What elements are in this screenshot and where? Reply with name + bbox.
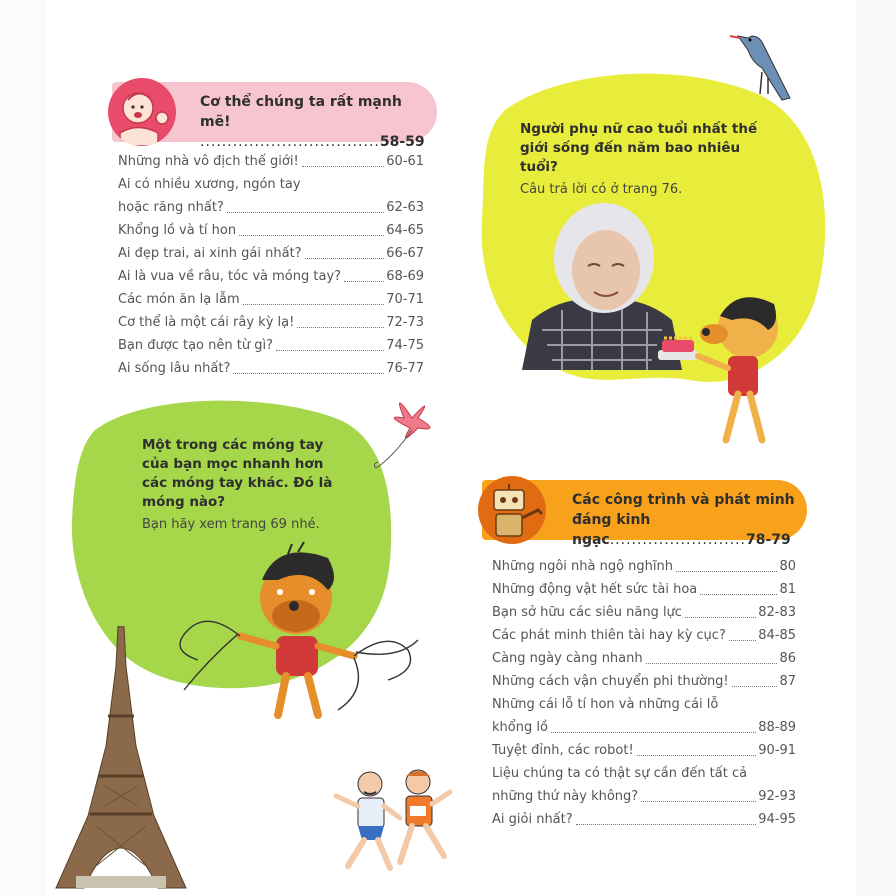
toc-entry[interactable]: Bạn được tạo nên từ gì? 74-75 xyxy=(118,338,424,353)
section-title-text: Cơ thể chúng ta rất mạnh mẽ! xyxy=(200,94,402,130)
callout-nails xyxy=(142,436,352,535)
toc-list-body xyxy=(118,150,424,380)
toc-entry[interactable]: Tuyệt đỉnh, các robot! 90-91 xyxy=(492,743,796,758)
section-page-range: 58-59 xyxy=(379,134,425,150)
strong-man-icon xyxy=(108,78,176,146)
toc-entry[interactable]: Các phát minh thiên tài hay kỳ cục? 84-85 xyxy=(492,628,796,643)
long-nails-boy-illustration xyxy=(168,540,428,730)
callout-question: Người phụ nữ cao tuổi nhất thế giới sống đến năm bao nhiêu tuổi? xyxy=(520,121,758,175)
toc-entry[interactable]: khổng lồ 88-89 xyxy=(492,720,796,735)
callout-question: Một trong các móng tay của bạn mọc nhanh hơn các móng tay khác. Đó là móng nào? xyxy=(142,437,333,510)
bird-illustration xyxy=(728,28,808,108)
toc-entry[interactable]: Những cách vận chuyển phi thường! 87 xyxy=(492,674,796,689)
eiffel-tower-illustration xyxy=(46,626,196,896)
runners-illustration xyxy=(328,766,458,876)
toc-entry[interactable]: Những ngôi nhà ngộ nghĩnh 80 xyxy=(492,559,796,574)
toc-entry[interactable]: hoặc răng nhất? 62-63 xyxy=(118,200,424,215)
toc-entry[interactable]: Càng ngày càng nhanh 86 xyxy=(492,651,796,666)
toc-entry[interactable]: những thứ này không? 92-93 xyxy=(492,789,796,804)
boy-with-cake-illustration xyxy=(658,290,788,460)
callout-answer: Bạn hãy xem trang 69 nhé. xyxy=(142,517,320,532)
section-header-inventions xyxy=(482,480,807,548)
section-header-body xyxy=(112,82,437,150)
section-title: Các công trình và phát minh đáng kinh ngạc.........................78-79 xyxy=(572,492,795,548)
toc-entry[interactable]: Các món ăn lạ lẫm 70-71 xyxy=(118,292,424,307)
toc-entry[interactable]: Cơ thể là một cái rây kỳ lạ! 72-73 xyxy=(118,315,424,330)
callout-oldest-woman xyxy=(520,120,760,200)
callout-answer: Câu trả lời có ở trang 76. xyxy=(520,182,683,197)
section-title-text: Các công trình và phát minh đáng kinh ngạc xyxy=(572,492,795,548)
toc-entry[interactable]: Ai sống lâu nhất? 76-77 xyxy=(118,361,424,376)
section-title: Cơ thể chúng ta rất mạnh mẽ! .................................58-59 xyxy=(200,94,425,150)
toc-entry[interactable]: Bạn sở hữu các siêu năng lực 82-83 xyxy=(492,605,796,620)
toc-entry[interactable]: Liệu chúng ta có thật sự cần đến tất cả xyxy=(492,766,748,781)
toc-entry[interactable]: Ai có nhiều xương, ngón tay xyxy=(118,177,301,192)
toc-entry[interactable]: Ai đẹp trai, ai xinh gái nhất? 66-67 xyxy=(118,246,424,261)
toc-entry[interactable]: Khổng lồ và tí hon 64-65 xyxy=(118,223,424,238)
toc-entry[interactable]: Những cái lỗ tí hon và những cái lỗ xyxy=(492,697,719,712)
toc-entry[interactable]: Ai giỏi nhất? 94-95 xyxy=(492,812,796,827)
robot-icon xyxy=(478,476,546,544)
toc-entry[interactable]: Những động vật hết sức tài hoa 81 xyxy=(492,582,796,597)
toc-entry[interactable]: Ai là vua về râu, tóc và móng tay? 68-69 xyxy=(118,269,424,284)
section-page-range: 78-79 xyxy=(746,532,791,548)
toc-list-inventions xyxy=(492,555,796,831)
butterfly-illustration xyxy=(372,388,442,478)
toc-entry[interactable]: Những nhà vô địch thế giới! 60-61 xyxy=(118,154,424,169)
